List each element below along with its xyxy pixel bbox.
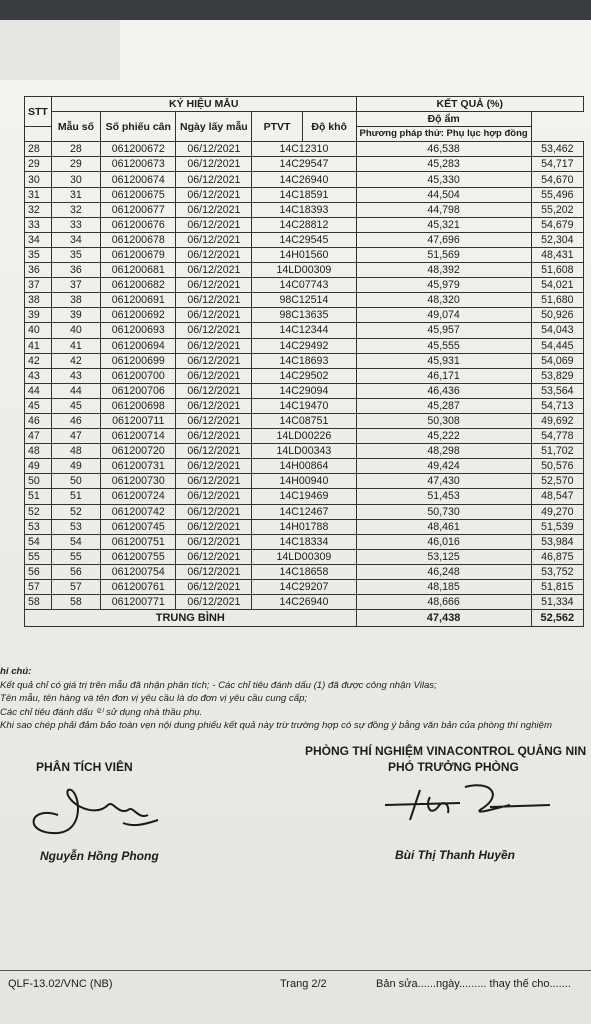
cell-ptvt: 14C19470 (252, 398, 356, 413)
cell-so-phieu-can: 061200682 (100, 278, 176, 293)
note-line: Kết quả chỉ có giá trị trên mẫu đã nhận phân tích; - Các chỉ tiêu đánh dấu (1) đã được công nhận Vilas; (0, 679, 437, 691)
table-row (25, 580, 584, 595)
cell-do-am: 52,304 (531, 232, 583, 247)
cell-do-am: 55,202 (531, 202, 583, 217)
cell-do-kho: 44,798 (356, 202, 531, 217)
table-row (25, 247, 584, 262)
header-stt: STT (25, 97, 52, 127)
cell-so-phieu-can: 061200674 (100, 172, 176, 187)
header-stt-spacer (25, 127, 52, 142)
cell-ptvt: 14H01560 (252, 247, 356, 262)
cell-do-am: 51,539 (531, 519, 583, 534)
cell-ptvt: 14C29207 (252, 580, 356, 595)
cell-ngay-lay-mau: 06/12/2021 (176, 338, 252, 353)
header-so-phieu-can: Số phiếu cân (100, 112, 176, 142)
cell-mau-so: 49 (51, 459, 100, 474)
table-row (25, 368, 584, 383)
deputy-head-title: PHÓ TRƯỞNG PHÒNG (388, 760, 519, 774)
cell-stt: 31 (25, 187, 52, 202)
cell-stt: 39 (25, 308, 52, 323)
cell-do-am: 50,926 (531, 308, 583, 323)
table-row (25, 595, 584, 610)
cell-ptvt: 14C26940 (252, 595, 356, 610)
table-row (25, 459, 584, 474)
cell-ptvt: 14C18693 (252, 353, 356, 368)
cell-ptvt: 14C29492 (252, 338, 356, 353)
cell-mau-so: 51 (51, 489, 100, 504)
cell-ngay-lay-mau: 06/12/2021 (176, 278, 252, 293)
cell-mau-so: 50 (51, 474, 100, 489)
cell-mau-so: 55 (51, 549, 100, 564)
table-row (25, 504, 584, 519)
cell-do-am: 54,670 (531, 172, 583, 187)
cell-so-phieu-can: 061200693 (100, 323, 176, 338)
cell-mau-so: 34 (51, 232, 100, 247)
cell-do-kho: 46,016 (356, 534, 531, 549)
cell-mau-so: 30 (51, 172, 100, 187)
cell-stt: 56 (25, 564, 52, 579)
table-row (25, 534, 584, 549)
cell-ngay-lay-mau: 06/12/2021 (176, 534, 252, 549)
cell-stt: 43 (25, 368, 52, 383)
cell-ngay-lay-mau: 06/12/2021 (176, 564, 252, 579)
cell-do-kho: 48,185 (356, 580, 531, 595)
table-header-row-1 (25, 97, 584, 112)
table-row (25, 278, 584, 293)
cell-mau-so: 43 (51, 368, 100, 383)
cell-stt: 54 (25, 534, 52, 549)
cell-stt: 58 (25, 595, 52, 610)
cell-do-am: 51,334 (531, 595, 583, 610)
cell-do-am: 54,717 (531, 157, 583, 172)
cell-do-kho: 53,125 (356, 549, 531, 564)
cell-stt: 38 (25, 293, 52, 308)
cell-stt: 35 (25, 247, 52, 262)
average-label: TRUNG BÌNH (25, 610, 357, 627)
header-ngay-lay-mau: Ngày lấy mẫu (176, 112, 252, 142)
cell-stt: 40 (25, 323, 52, 338)
cell-do-kho: 45,321 (356, 217, 531, 232)
average-do-am: 52,562 (531, 610, 583, 627)
cell-stt: 49 (25, 459, 52, 474)
cell-do-am: 55,496 (531, 187, 583, 202)
table-row (25, 202, 584, 217)
cell-mau-so: 35 (51, 247, 100, 262)
cell-ngay-lay-mau: 06/12/2021 (176, 172, 252, 187)
cell-ngay-lay-mau: 06/12/2021 (176, 519, 252, 534)
cell-ptvt: 14LD00343 (252, 444, 356, 459)
cell-mau-so: 57 (51, 580, 100, 595)
cell-ngay-lay-mau: 06/12/2021 (176, 323, 252, 338)
cell-so-phieu-can: 061200675 (100, 187, 176, 202)
average-do-kho: 47,438 (356, 610, 531, 627)
page-fold-shadow (0, 20, 120, 80)
cell-do-am: 54,069 (531, 353, 583, 368)
cell-so-phieu-can: 061200677 (100, 202, 176, 217)
cell-so-phieu-can: 061200761 (100, 580, 176, 595)
cell-mau-so: 58 (51, 595, 100, 610)
cell-so-phieu-can: 061200673 (100, 157, 176, 172)
table-row (25, 398, 584, 413)
cell-do-kho: 50,308 (356, 413, 531, 428)
cell-ngay-lay-mau: 06/12/2021 (176, 489, 252, 504)
cell-ngay-lay-mau: 06/12/2021 (176, 474, 252, 489)
cell-mau-so: 45 (51, 398, 100, 413)
cell-do-kho: 46,436 (356, 383, 531, 398)
cell-do-am: 54,713 (531, 398, 583, 413)
table-row (25, 549, 584, 564)
cell-do-kho: 48,320 (356, 293, 531, 308)
cell-mau-so: 42 (51, 353, 100, 368)
cell-ptvt: 98C13635 (252, 308, 356, 323)
method-kho-label: Phương pháp thử: (359, 128, 444, 140)
header-ptvt: PTVT (252, 112, 303, 142)
cell-mau-so: 53 (51, 519, 100, 534)
revision-info: Bản sửa......ngày......... thay thế cho....... (376, 978, 571, 990)
cell-do-kho: 49,074 (356, 308, 531, 323)
cell-do-kho: 44,504 (356, 187, 531, 202)
notes-title: hi chú: (0, 666, 32, 677)
cell-ptvt: 14H00940 (252, 474, 356, 489)
cell-do-kho: 48,298 (356, 444, 531, 459)
cell-so-phieu-can: 061200745 (100, 519, 176, 534)
cell-mau-so: 28 (51, 142, 100, 157)
cell-do-kho: 45,979 (356, 278, 531, 293)
cell-ptvt: 14C18658 (252, 564, 356, 579)
table-row (25, 187, 584, 202)
cell-so-phieu-can: 061200730 (100, 474, 176, 489)
cell-ngay-lay-mau: 06/12/2021 (176, 595, 252, 610)
cell-mau-so: 33 (51, 217, 100, 232)
header-result-group: KẾT QUẢ (%) (356, 97, 583, 112)
cell-stt: 30 (25, 172, 52, 187)
deputy-head-signature (380, 775, 560, 835)
cell-do-kho: 48,666 (356, 595, 531, 610)
table-row (25, 217, 584, 232)
table-row (25, 489, 584, 504)
table-row (25, 353, 584, 368)
table-row (25, 429, 584, 444)
cell-ptvt: 14LD00309 (252, 263, 356, 278)
cell-do-am: 51,815 (531, 580, 583, 595)
cell-ngay-lay-mau: 06/12/2021 (176, 217, 252, 232)
cell-do-am: 51,680 (531, 293, 583, 308)
results-table (24, 96, 584, 627)
cell-ngay-lay-mau: 06/12/2021 (176, 157, 252, 172)
cell-so-phieu-can: 061200714 (100, 429, 176, 444)
cell-do-kho: 45,283 (356, 157, 531, 172)
cell-stt: 57 (25, 580, 52, 595)
cell-do-am: 50,576 (531, 459, 583, 474)
cell-ngay-lay-mau: 06/12/2021 (176, 202, 252, 217)
table-row (25, 308, 584, 323)
cell-ngay-lay-mau: 06/12/2021 (176, 353, 252, 368)
cell-so-phieu-can: 061200679 (100, 247, 176, 262)
cell-do-am: 53,462 (531, 142, 583, 157)
cell-stt: 52 (25, 504, 52, 519)
cell-stt: 36 (25, 263, 52, 278)
table-row (25, 519, 584, 534)
cell-stt: 51 (25, 489, 52, 504)
cell-ptvt: 14C12344 (252, 323, 356, 338)
average-row (25, 610, 584, 627)
footer-divider (0, 970, 591, 971)
cell-mau-so: 29 (51, 157, 100, 172)
cell-do-am: 48,547 (531, 489, 583, 504)
cell-ptvt: 14H00864 (252, 459, 356, 474)
cell-so-phieu-can: 061200678 (100, 232, 176, 247)
analyst-title: PHÂN TÍCH VIÊN (36, 760, 133, 774)
header-do-am: Độ ẩm (356, 112, 531, 127)
cell-do-am: 48,431 (531, 247, 583, 262)
cell-ngay-lay-mau: 06/12/2021 (176, 383, 252, 398)
cell-stt: 32 (25, 202, 52, 217)
cell-so-phieu-can: 061200711 (100, 413, 176, 428)
cell-ngay-lay-mau: 06/12/2021 (176, 293, 252, 308)
cell-do-am: 54,043 (531, 323, 583, 338)
cell-do-am: 51,702 (531, 444, 583, 459)
cell-do-kho: 46,248 (356, 564, 531, 579)
table-row (25, 232, 584, 247)
cell-ngay-lay-mau: 06/12/2021 (176, 429, 252, 444)
cell-mau-so: 52 (51, 504, 100, 519)
cell-mau-so: 37 (51, 278, 100, 293)
table-row (25, 263, 584, 278)
cell-stt: 45 (25, 398, 52, 413)
cell-mau-so: 32 (51, 202, 100, 217)
cell-so-phieu-can: 061200692 (100, 308, 176, 323)
cell-mau-so: 41 (51, 338, 100, 353)
table-row (25, 323, 584, 338)
cell-so-phieu-can: 061200699 (100, 353, 176, 368)
cell-do-am: 53,564 (531, 383, 583, 398)
cell-do-am: 53,984 (531, 534, 583, 549)
cell-ptvt: 14C29094 (252, 383, 356, 398)
cell-ptvt: 14H01788 (252, 519, 356, 534)
cell-ptvt: 14C12467 (252, 504, 356, 519)
cell-do-am: 54,021 (531, 278, 583, 293)
cell-ngay-lay-mau: 06/12/2021 (176, 504, 252, 519)
cell-stt: 29 (25, 157, 52, 172)
table-row (25, 172, 584, 187)
table-row (25, 293, 584, 308)
cell-so-phieu-can: 061200755 (100, 549, 176, 564)
cell-do-am: 49,270 (531, 504, 583, 519)
cell-ptvt: 98C12514 (252, 293, 356, 308)
cell-do-am: 46,875 (531, 549, 583, 564)
cell-stt: 53 (25, 519, 52, 534)
cell-stt: 47 (25, 429, 52, 444)
cell-so-phieu-can: 061200676 (100, 217, 176, 232)
cell-ngay-lay-mau: 06/12/2021 (176, 398, 252, 413)
header-sample-group: KÝ HIỆU MẪU (51, 97, 356, 112)
cell-ngay-lay-mau: 06/12/2021 (176, 308, 252, 323)
cell-ngay-lay-mau: 06/12/2021 (176, 549, 252, 564)
cell-do-am: 54,445 (531, 338, 583, 353)
cell-ngay-lay-mau: 06/12/2021 (176, 368, 252, 383)
cell-do-kho: 47,696 (356, 232, 531, 247)
cell-ptvt: 14C18591 (252, 187, 356, 202)
table-row (25, 474, 584, 489)
cell-mau-so: 54 (51, 534, 100, 549)
cell-mau-so: 40 (51, 323, 100, 338)
header-do-kho: Độ khô (302, 112, 356, 142)
cell-ptvt: 14C08751 (252, 413, 356, 428)
cell-so-phieu-can: 061200724 (100, 489, 176, 504)
cell-do-kho: 51,569 (356, 247, 531, 262)
table-row (25, 338, 584, 353)
cell-do-am: 51,608 (531, 263, 583, 278)
analyst-name: Nguyễn Hồng Phong (40, 849, 159, 863)
lab-name: PHÒNG THÍ NGHIỆM VINACONTROL QUẢNG NIN (305, 744, 587, 758)
analyst-signature (18, 775, 168, 850)
cell-so-phieu-can: 061200694 (100, 338, 176, 353)
page-number: Trang 2/2 (280, 978, 327, 990)
table-row (25, 142, 584, 157)
cell-do-am: 54,679 (531, 217, 583, 232)
cell-do-kho: 51,453 (356, 489, 531, 504)
cell-so-phieu-can: 061200691 (100, 293, 176, 308)
deputy-head-name: Bùi Thị Thanh Huyền (395, 848, 515, 862)
cell-do-kho: 45,330 (356, 172, 531, 187)
form-code: QLF-13.02/VNC (NB) (8, 978, 113, 990)
cell-do-kho: 45,222 (356, 429, 531, 444)
cell-ptvt: 14C19469 (252, 489, 356, 504)
cell-stt: 55 (25, 549, 52, 564)
cell-stt: 41 (25, 338, 52, 353)
cell-ptvt: 14C29545 (252, 232, 356, 247)
note-line: Các chỉ tiêu đánh dấu ⁽²⁾ sử dụng nhà thầu phụ. (0, 706, 203, 718)
cell-do-am: 53,752 (531, 564, 583, 579)
cell-ptvt: 14C07743 (252, 278, 356, 293)
cell-so-phieu-can: 061200706 (100, 383, 176, 398)
cell-ptvt: 14C29502 (252, 368, 356, 383)
table-header-row-2 (25, 112, 584, 127)
cell-stt: 33 (25, 217, 52, 232)
cell-ngay-lay-mau: 06/12/2021 (176, 263, 252, 278)
cell-so-phieu-can: 061200742 (100, 504, 176, 519)
table-row (25, 383, 584, 398)
cell-do-kho: 48,392 (356, 263, 531, 278)
cell-ptvt: 14C18334 (252, 534, 356, 549)
cell-do-kho: 47,430 (356, 474, 531, 489)
cell-mau-so: 38 (51, 293, 100, 308)
cell-mau-so: 47 (51, 429, 100, 444)
cell-do-am: 54,778 (531, 429, 583, 444)
cell-do-am: 49,692 (531, 413, 583, 428)
cell-do-kho: 48,461 (356, 519, 531, 534)
cell-stt: 34 (25, 232, 52, 247)
cell-ngay-lay-mau: 06/12/2021 (176, 459, 252, 474)
cell-ptvt: 14C29547 (252, 157, 356, 172)
cell-ngay-lay-mau: 06/12/2021 (176, 580, 252, 595)
cell-do-kho: 45,957 (356, 323, 531, 338)
note-line: Khi sao chép phải đảm bảo toàn vẹn nội dung phiếu kết quả này trừ trường hợp có sự đồng ý bằng văn bản của phòng thí nghiệm (0, 720, 553, 731)
cell-do-am: 52,570 (531, 474, 583, 489)
cell-do-am: 53,829 (531, 368, 583, 383)
cell-ptvt: 14C28812 (252, 217, 356, 232)
cell-stt: 46 (25, 413, 52, 428)
cell-mau-so: 48 (51, 444, 100, 459)
table-row (25, 444, 584, 459)
cell-ptvt: 14C18393 (252, 202, 356, 217)
cell-ngay-lay-mau: 06/12/2021 (176, 232, 252, 247)
cell-mau-so: 56 (51, 564, 100, 579)
cell-so-phieu-can: 061200698 (100, 398, 176, 413)
cell-so-phieu-can: 061200771 (100, 595, 176, 610)
cell-do-kho: 50,730 (356, 504, 531, 519)
cell-do-kho: 46,538 (356, 142, 531, 157)
cell-stt: 37 (25, 278, 52, 293)
cell-so-phieu-can: 061200700 (100, 368, 176, 383)
cell-ngay-lay-mau: 06/12/2021 (176, 413, 252, 428)
note-line: Tên mẫu, tên hàng và tên đơn vị yêu cầu là do đơn vị yêu cầu cung cấp; (0, 693, 308, 704)
header-mau-so: Mẫu số (51, 112, 100, 142)
cell-so-phieu-can: 061200751 (100, 534, 176, 549)
cell-stt: 50 (25, 474, 52, 489)
cell-stt: 28 (25, 142, 52, 157)
cell-do-kho: 49,424 (356, 459, 531, 474)
cell-mau-so: 39 (51, 308, 100, 323)
cell-stt: 48 (25, 444, 52, 459)
cell-ngay-lay-mau: 06/12/2021 (176, 142, 252, 157)
table-row (25, 413, 584, 428)
cell-ptvt: 14LD00226 (252, 429, 356, 444)
cell-mau-so: 31 (51, 187, 100, 202)
cell-ptvt: 14LD00309 (252, 549, 356, 564)
cell-do-kho: 46,171 (356, 368, 531, 383)
cell-mau-so: 36 (51, 263, 100, 278)
cell-ngay-lay-mau: 06/12/2021 (176, 444, 252, 459)
cell-do-kho: 45,287 (356, 398, 531, 413)
cell-ngay-lay-mau: 06/12/2021 (176, 247, 252, 262)
cell-so-phieu-can: 061200681 (100, 263, 176, 278)
cell-so-phieu-can: 061200672 (100, 142, 176, 157)
cell-so-phieu-can: 061200720 (100, 444, 176, 459)
table-row (25, 564, 584, 579)
cell-so-phieu-can: 061200731 (100, 459, 176, 474)
cell-so-phieu-can: 061200754 (100, 564, 176, 579)
cell-do-kho: 45,931 (356, 353, 531, 368)
cell-do-kho: 45,555 (356, 338, 531, 353)
cell-ptvt: 14C12310 (252, 142, 356, 157)
table-row (25, 157, 584, 172)
cell-mau-so: 46 (51, 413, 100, 428)
cell-stt: 42 (25, 353, 52, 368)
cell-stt: 44 (25, 383, 52, 398)
notes-section (0, 665, 591, 733)
cell-ptvt: 14C26940 (252, 172, 356, 187)
cell-mau-so: 44 (51, 383, 100, 398)
cell-ngay-lay-mau: 06/12/2021 (176, 187, 252, 202)
results-table-body (25, 142, 584, 610)
method-am-label: Phụ lục hợp đồng (446, 128, 528, 140)
header-method (356, 127, 531, 142)
